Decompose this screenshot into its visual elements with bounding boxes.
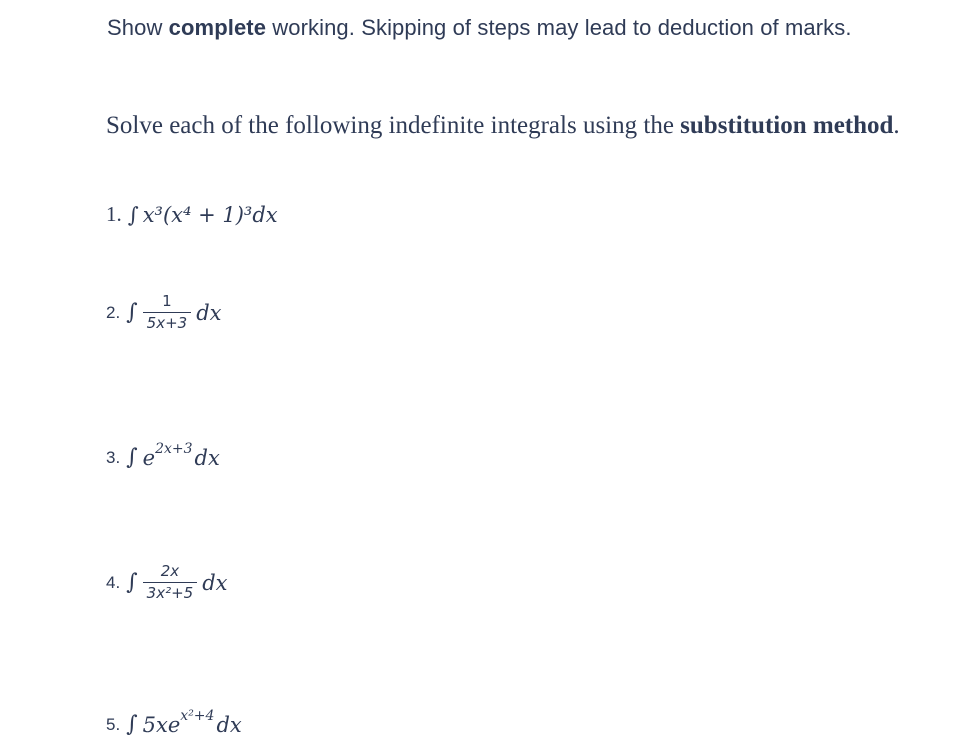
question-2-integral-sign: ∫	[126, 300, 138, 325]
question-2-fraction	[143, 293, 192, 332]
question-3-differential: dx	[194, 445, 220, 470]
question-4-denominator: 3x²+5	[143, 582, 198, 602]
question-1	[106, 202, 278, 227]
instruction-text	[107, 15, 852, 41]
question-3-exponent: 2x+3	[155, 440, 193, 457]
question-4-fraction	[143, 563, 198, 602]
question-5-number: 5.	[106, 714, 121, 734]
intro-text	[106, 112, 900, 140]
instruction-suffix: working. Skipping of steps may lead to deduction of marks.	[266, 15, 852, 40]
question-4-numerator: 2x	[160, 562, 180, 580]
question-5-coefficient: 5xe	[142, 712, 181, 737]
intro-bold: substitution method	[680, 112, 894, 139]
question-3	[106, 440, 220, 470]
intro-suffix: .	[893, 112, 900, 139]
question-5-differential: dx	[216, 712, 242, 737]
question-3-integral-sign: ∫	[126, 445, 138, 470]
question-5-exponent: x²+4	[180, 707, 215, 724]
question-3-base: e	[142, 445, 156, 470]
question-1-number: 1.	[106, 202, 122, 226]
question-5	[106, 707, 242, 737]
question-2	[106, 293, 222, 332]
instruction-prefix: Show	[107, 15, 169, 40]
question-2-numerator: 1	[162, 292, 172, 310]
question-4-differential: dx	[202, 570, 228, 595]
question-4	[106, 563, 228, 602]
question-2-denominator: 5x+3	[143, 312, 192, 332]
question-4-number: 4.	[106, 572, 121, 592]
question-2-number: 2.	[106, 302, 121, 322]
intro-prefix: Solve each of the following indefinite integrals using the	[106, 112, 681, 139]
question-3-number: 3.	[106, 447, 121, 467]
question-2-differential: dx	[196, 300, 222, 325]
question-1-expression: x³(x⁴ + 1)³dx	[142, 202, 278, 227]
question-5-integral-sign: ∫	[126, 712, 138, 737]
question-1-integral-sign: ∫	[127, 202, 139, 227]
instruction-bold: complete	[168, 15, 267, 40]
question-4-integral-sign: ∫	[126, 570, 138, 595]
